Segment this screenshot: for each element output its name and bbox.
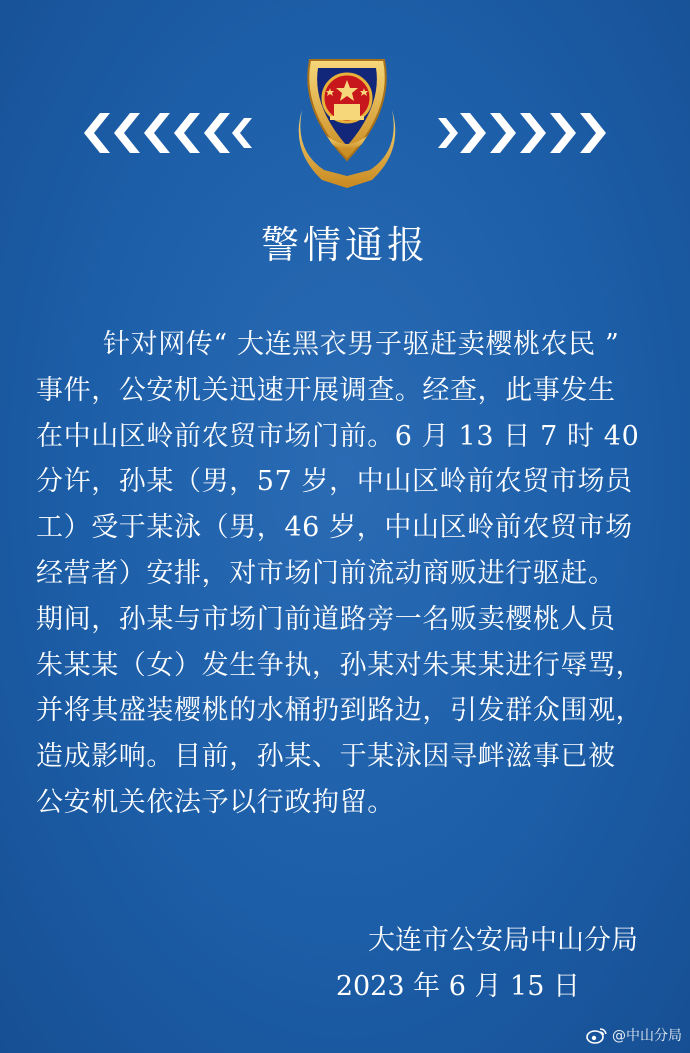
right-wings-decoration (436, 108, 626, 158)
body-line: 在中山区岭前农贸市场门前。6 月 13 日 7 时 40 (36, 420, 640, 452)
watermark-handle: @中山分局 (612, 1028, 682, 1044)
body-line: 朱某某（女）发生争执，孙某对朱某某进行辱骂， (36, 649, 644, 681)
weibo-icon (586, 1026, 608, 1044)
issuer-name: 大连市公安局中山分局 (368, 925, 638, 956)
signature-block (0, 918, 638, 1010)
weibo-watermark (586, 1025, 682, 1045)
body-line: 公安机关依法予以行政拘留。 (36, 786, 395, 818)
body-line: 期间，孙某与市场门前道路旁一名贩卖樱桃人员 (36, 603, 616, 635)
body-line: 经营者）安排，对市场门前流动商贩进行驱赶。 (36, 557, 616, 589)
left-wings-decoration (64, 108, 254, 158)
body-line: 造成影响。目前，孙某、于某泳因寻衅滋事已被 (36, 741, 616, 773)
notice-title: 警情通报 (260, 223, 429, 267)
body-line: 针对网传“ 大连黑衣男子驱赶卖樱桃农民 ” (103, 329, 620, 360)
body-line: 分许，孙某（男，57 岁，中山区岭前农贸市场员 (36, 466, 633, 498)
emblem-header (0, 40, 690, 200)
body-line: 事件，公安机关迅速开展调查。经查，此事发生 (36, 374, 616, 406)
police-emblem (282, 40, 412, 190)
body-line: 工）受于某泳（男，46 岁，中山区岭前农贸市场 (36, 512, 633, 544)
body-line: 并将其盛装樱桃的水桶扔到路边，引发群众围观， (36, 695, 644, 727)
issue-date: 2023 年 6 月 15 日 (335, 971, 580, 1002)
notice-body (36, 322, 666, 826)
